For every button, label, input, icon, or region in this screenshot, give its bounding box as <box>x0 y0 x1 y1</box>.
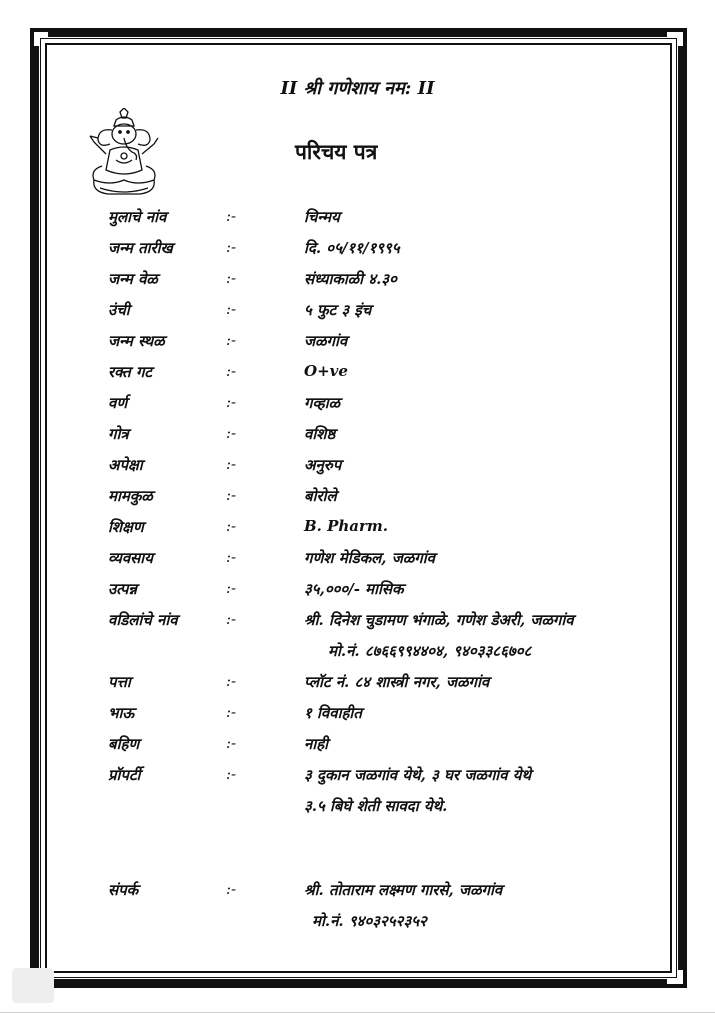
detail-value: वशिष्ठ <box>304 425 336 443</box>
detail-label: शिक्षण <box>108 518 144 536</box>
detail-row <box>0 238 715 262</box>
detail-value: अनुरुप <box>304 456 342 474</box>
detail-separator: :- <box>226 579 237 597</box>
detail-value: ३५,०००/- मासिक <box>304 580 404 598</box>
detail-label: प्रॉपर्टी <box>108 766 141 784</box>
detail-row <box>0 734 715 758</box>
detail-label: उंची <box>108 301 130 319</box>
detail-label: अपेक्षा <box>108 456 143 474</box>
document-title: परिचय पत्र <box>295 139 378 164</box>
contact-phone: मो.नं. ९४०३२५२३५२ <box>312 912 427 930</box>
detail-row <box>0 703 715 727</box>
page-border-bottom <box>48 979 667 988</box>
detail-separator: :- <box>226 424 237 442</box>
detail-separator: :- <box>226 393 237 411</box>
detail-value: O+ve <box>304 362 348 380</box>
detail-value: गव्हाळ <box>304 394 341 412</box>
detail-row <box>0 672 715 696</box>
detail-value: १ विवाहीत <box>304 704 362 722</box>
detail-value: बोरोले <box>304 487 337 505</box>
contact-value: श्री. तोताराम लक्ष्मण गारसे, जळगांव <box>304 881 503 899</box>
detail-row <box>0 424 715 448</box>
detail-row <box>0 269 715 293</box>
detail-row <box>0 610 715 634</box>
detail-label: जन्म तारीख <box>108 239 173 257</box>
detail-label: उत्पन्न <box>108 580 137 598</box>
detail-row <box>0 300 715 324</box>
detail-label: बहिण <box>108 735 140 753</box>
detail-separator: :- <box>226 734 237 752</box>
detail-separator: :- <box>226 269 237 287</box>
page-bottom-edge <box>0 1012 715 1013</box>
detail-value: नाही <box>304 735 329 753</box>
detail-separator: :- <box>226 207 237 225</box>
invocation-heading: II श्री गणेशाय नम: II <box>280 78 435 99</box>
detail-label: गोत्र <box>108 425 129 443</box>
detail-label: रक्त गट <box>108 363 152 381</box>
scroll-thumb[interactable] <box>12 968 54 1003</box>
detail-separator: :- <box>226 517 237 535</box>
ganesha-icon <box>80 108 164 198</box>
detail-value: ५ फुट ३ इंच <box>304 301 372 319</box>
detail-separator: :- <box>226 486 237 504</box>
detail-value: B. Pharm. <box>304 517 389 535</box>
detail-separator: :- <box>226 610 237 628</box>
detail-row <box>0 455 715 479</box>
detail-value: श्री. दिनेश चुडामण भंगाळे, गणेश डेअरी, जळगांव <box>304 611 574 629</box>
detail-label: पत्ता <box>108 673 131 691</box>
detail-value: संध्याकाळी ४.३० <box>304 270 397 288</box>
detail-row <box>0 517 715 541</box>
detail-row <box>0 486 715 510</box>
detail-value: चिन्मय <box>304 208 340 226</box>
detail-label: जन्म स्थळ <box>108 332 165 350</box>
detail-value: गणेश मेडिकल, जळगांव <box>304 549 435 567</box>
page-border-top <box>48 28 667 37</box>
detail-separator: :- <box>226 362 237 380</box>
detail-separator: :- <box>226 548 237 566</box>
detail-label: जन्म वेळ <box>108 270 158 288</box>
detail-row <box>0 207 715 231</box>
detail-value-continuation: मो.नं. ८७६६९९४४०४, ९४०३३८६७०८ <box>328 642 532 660</box>
detail-separator: :- <box>226 703 237 721</box>
detail-row <box>0 331 715 355</box>
detail-row <box>0 362 715 386</box>
detail-separator: :- <box>226 765 237 783</box>
detail-value: दि. ०५/११/१९९५ <box>304 239 400 257</box>
detail-separator: :- <box>226 238 237 256</box>
detail-label: मामकुळ <box>108 487 153 505</box>
contact-label: संपर्क <box>108 881 139 899</box>
detail-label: मुलाचे नांव <box>108 208 167 226</box>
detail-row <box>0 393 715 417</box>
detail-separator: :- <box>226 672 237 690</box>
detail-value: जळगांव <box>304 332 348 350</box>
detail-value: प्लॉट नं. ८४ शास्त्री नगर, जळगांव <box>304 673 490 691</box>
detail-row <box>0 579 715 603</box>
detail-value: ३ दुकान जळगांव येथे, ३ घर जळगांव येथे <box>304 766 532 784</box>
detail-row <box>0 765 715 789</box>
detail-value-continuation: ३.५ बिघे शेती सावदा येथे. <box>304 797 448 815</box>
detail-label: वर्ण <box>108 394 128 412</box>
detail-separator: :- <box>226 455 237 473</box>
detail-row <box>0 548 715 572</box>
detail-separator: :- <box>226 300 237 318</box>
detail-separator: :- <box>226 880 237 898</box>
detail-label: वडिलांचे नांव <box>108 611 178 629</box>
detail-separator: :- <box>226 331 237 349</box>
detail-label: व्यवसाय <box>108 549 153 567</box>
detail-label: भाऊ <box>108 704 135 722</box>
contact-row <box>0 880 715 904</box>
